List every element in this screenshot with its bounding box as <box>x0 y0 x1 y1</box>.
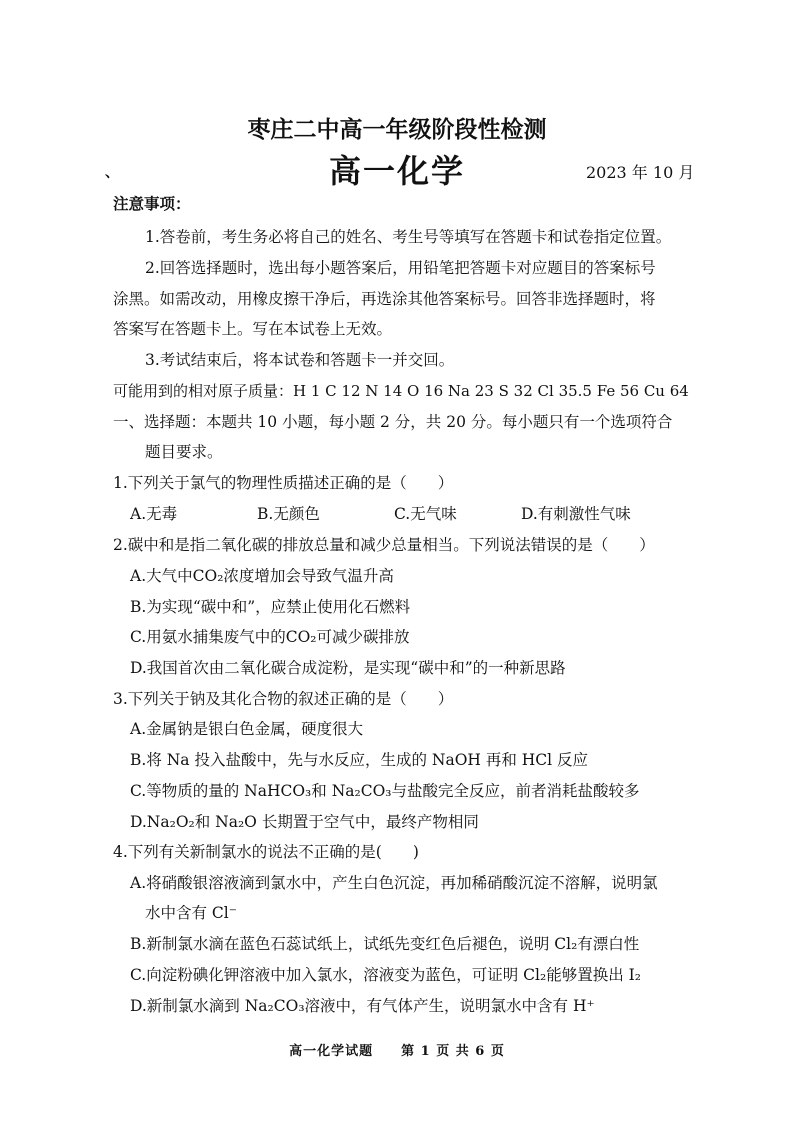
section-line: 一、选择题：本题共 10 小题，每小题 2 分，共 20 分。每小题只有一个选项符合 <box>113 413 673 431</box>
question-stem: 1.下列关于氯气的物理性质描述正确的是（ ） <box>113 474 454 492</box>
school-title: 枣庄二中高一年级阶段性检测 <box>247 116 547 143</box>
page-footer: 高一化学试题 第 1 页 共 6 页 <box>289 1044 505 1059</box>
option-c: C.向淀粉碘化钾溶液中加入氯水，溶液变为蓝色，可证明 Cl₂能够置换出 I₂ <box>130 966 641 984</box>
option-d: D.新制氯水滴到 Na₂CO₃溶液中，有气体产生，说明氯水中含有 H⁺ <box>130 997 595 1015</box>
subject-title: 高一化学 <box>328 152 465 190</box>
option-d: D.我国首次由二氧化碳合成淀粉，是实现“碳中和”的一种新思路 <box>130 659 566 677</box>
option-b: B.为实现“碳中和”，应禁止使用化石燃料 <box>130 598 411 616</box>
option-c: C.无气味 <box>394 505 457 523</box>
option-d: D.有刺激性气味 <box>521 505 631 523</box>
tick-mark: 、 <box>105 165 119 181</box>
option-a-continued: 水中含有 Cl⁻ <box>145 904 237 922</box>
exam-date: 2023 年 10 月 <box>586 163 695 182</box>
option-a: A.金属钠是银白色金属，硬度很大 <box>130 720 364 738</box>
question-stem: 3.下列关于钠及其化合物的叙述正确的是（ ） <box>113 690 454 708</box>
notes-heading: 注意事项： <box>113 194 191 213</box>
option-b: B.新制氯水滴在蓝色石蕊试纸上，试纸先变红色后褪色，说明 Cl₂有漂白性 <box>130 935 640 953</box>
option-c: C.等物质的量的 NaHCO₃和 Na₂CO₃与盐酸完全反应，前者消耗盐酸较多 <box>130 782 640 800</box>
note-item: 3.考试结束后，将本试卷和答题卡一并交回。 <box>145 351 455 369</box>
option-c: C.用氨水捕集废气中的CO₂可减少碳排放 <box>130 628 410 646</box>
section-line: 题目要求。 <box>145 443 223 461</box>
option-b: B.将 Na 投入盐酸中，先与水反应，生成的 NaOH 再和 HCl 反应 <box>130 751 589 769</box>
option-a: A.无毒 <box>130 505 178 523</box>
option-b: B.无颜色 <box>257 505 320 523</box>
option-a: A.大气中CO₂浓度增加会导致气温升高 <box>130 567 394 585</box>
option-d: D.Na₂O₂和 Na₂O 长期置于空气中，最终产物相同 <box>130 813 479 831</box>
question-stem: 2.碳中和是指二氧化碳的排放总量和减少总量相当。下列说法错误的是（ ） <box>113 536 655 554</box>
atomic-masses: 可能用到的相对原子质量：H 1 C 12 N 14 O 16 Na 23 S 32 Cl 35.5 Fe 56 Cu 64 <box>113 382 689 400</box>
note-item: 1.答卷前，考生务必将自己的姓名、考生号等填写在答题卡和试卷指定位置。 <box>145 228 672 246</box>
note-item: 2.回答选择题时，选出每小题答案后，用铅笔把答题卡对应题目的答案标号 <box>145 259 656 277</box>
option-a: A.将硝酸银溶液滴到氯水中，产生白色沉淀，再加稀硝酸沉淀不溶解，说明氯 <box>130 874 658 892</box>
note-item: 答案写在答题卡上。写在本试卷上无效。 <box>113 320 393 338</box>
note-item: 涂黑。如需改动，用橡皮擦干净后，再选涂其他答案标号。回答非选择题时，将 <box>113 290 656 308</box>
question-stem: 4.下列有关新制氯水的说法不正确的是( ) <box>113 843 419 861</box>
